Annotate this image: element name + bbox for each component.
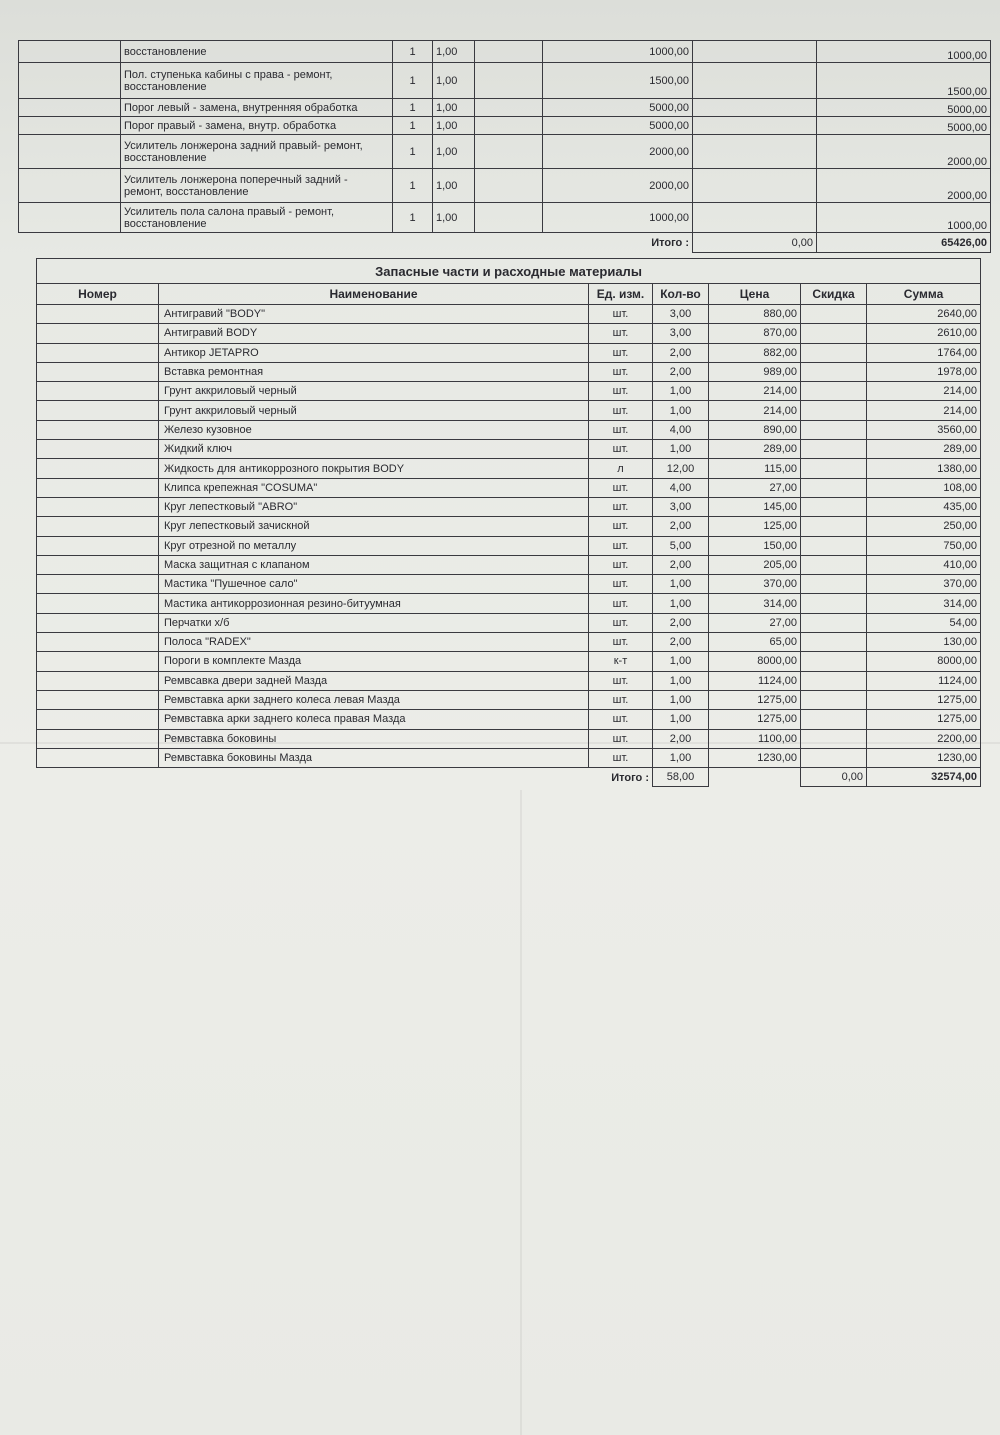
- price-cell: 5000,00: [543, 99, 693, 117]
- price-cell: 8000,00: [709, 652, 801, 671]
- discount-cell: [801, 555, 867, 574]
- part-number-cell: [37, 613, 159, 632]
- price-cell: 5000,00: [543, 117, 693, 135]
- labor-total-discount: 0,00: [693, 233, 817, 253]
- part-number-cell: [37, 324, 159, 343]
- discount-cell: [693, 41, 817, 63]
- work-name-cell: восстановление: [121, 41, 393, 63]
- sum-cell: 1978,00: [867, 362, 981, 381]
- sum-cell: 370,00: [867, 575, 981, 594]
- discount-cell: [801, 652, 867, 671]
- work-name-cell: Порог левый - замена, внутренняя обработка: [121, 99, 393, 117]
- discount-cell: [693, 99, 817, 117]
- part-number-cell: [37, 343, 159, 362]
- table-row: [19, 99, 991, 117]
- price-cell: 1500,00: [543, 63, 693, 99]
- part-number-cell: [37, 420, 159, 439]
- sum-cell: 1764,00: [867, 343, 981, 362]
- qty-cell: 1,00: [653, 710, 709, 729]
- price-cell: 890,00: [709, 420, 801, 439]
- discount-cell: [801, 690, 867, 709]
- table-row: [37, 710, 981, 729]
- part-name-cell: Антигравий BODY: [159, 324, 589, 343]
- table-row: [19, 169, 991, 203]
- price-cell: 150,00: [709, 536, 801, 555]
- header-num: Номер: [37, 284, 159, 305]
- qty-cell: 1,00: [653, 652, 709, 671]
- price-cell: 205,00: [709, 555, 801, 574]
- unit-cell: шт.: [589, 555, 653, 574]
- qty-cell: 1,00: [653, 401, 709, 420]
- empty-cell: [475, 99, 543, 117]
- table-row: [37, 440, 981, 459]
- work-name-cell: Усилитель лонжерона поперечный задний - ремонт, восстановление: [121, 169, 393, 203]
- unit-cell: шт.: [589, 690, 653, 709]
- price-cell: 882,00: [709, 343, 801, 362]
- price-cell: 1000,00: [543, 41, 693, 63]
- part-name-cell: Ремвсавка двери задней Мазда: [159, 671, 589, 690]
- unit-cell: шт.: [589, 478, 653, 497]
- price-cell: 2000,00: [543, 169, 693, 203]
- unit-cell: шт.: [589, 710, 653, 729]
- part-name-cell: Клипса крепежная "COSUMA": [159, 478, 589, 497]
- unit-cell: шт.: [589, 324, 653, 343]
- part-name-cell: Мастика антикоррозионная резино-битуумная: [159, 594, 589, 613]
- table-row: [37, 690, 981, 709]
- table-row: [37, 401, 981, 420]
- labor-total-row: [19, 233, 991, 253]
- coef-cell: 1,00: [433, 135, 475, 169]
- number-cell: [19, 169, 121, 203]
- qty-cell: 5,00: [653, 536, 709, 555]
- sum-cell: 435,00: [867, 497, 981, 516]
- unit-cell: шт.: [589, 343, 653, 362]
- sum-cell: 8000,00: [867, 652, 981, 671]
- unit-cell: к-т: [589, 652, 653, 671]
- unit-cell: шт.: [589, 536, 653, 555]
- price-cell: 870,00: [709, 324, 801, 343]
- price-cell: 314,00: [709, 594, 801, 613]
- part-name-cell: Перчатки х/б: [159, 613, 589, 632]
- unit-cell: шт.: [589, 440, 653, 459]
- coef-cell: 1,00: [433, 169, 475, 203]
- unit-cell: шт.: [589, 575, 653, 594]
- part-name-cell: Круг лепестковый зачискной: [159, 517, 589, 536]
- part-number-cell: [37, 633, 159, 652]
- discount-cell: [801, 343, 867, 362]
- sum-cell: 1230,00: [867, 748, 981, 767]
- qty-cell: 1,00: [653, 671, 709, 690]
- parts-caption-row: [37, 259, 981, 284]
- discount-cell: [801, 613, 867, 632]
- part-name-cell: Антикор JETAPRO: [159, 343, 589, 362]
- price-cell: 370,00: [709, 575, 801, 594]
- qty-cell: 2,00: [653, 633, 709, 652]
- part-number-cell: [37, 440, 159, 459]
- qty-cell: 1,00: [653, 594, 709, 613]
- qty-cell: 1: [393, 135, 433, 169]
- table-row: [37, 652, 981, 671]
- price-cell: 214,00: [709, 382, 801, 401]
- coef-cell: 1,00: [433, 99, 475, 117]
- part-name-cell: Круг отрезной по металлу: [159, 536, 589, 555]
- number-cell: [19, 41, 121, 63]
- parts-total-label: Итого :: [611, 771, 649, 784]
- paper-fold-vertical: [520, 790, 522, 1435]
- discount-cell: [801, 420, 867, 439]
- coef-cell: 1,00: [433, 63, 475, 99]
- number-cell: [19, 117, 121, 135]
- empty-cell: [475, 63, 543, 99]
- qty-cell: 1,00: [653, 575, 709, 594]
- qty-cell: 3,00: [653, 324, 709, 343]
- empty-cell: [475, 41, 543, 63]
- part-number-cell: [37, 459, 159, 478]
- unit-cell: шт.: [589, 305, 653, 324]
- price-cell: 1124,00: [709, 671, 801, 690]
- empty-cell: [475, 169, 543, 203]
- qty-cell: 2,00: [653, 343, 709, 362]
- price-cell: 65,00: [709, 633, 801, 652]
- number-cell: [19, 99, 121, 117]
- coef-cell: 1,00: [433, 117, 475, 135]
- part-name-cell: Грунт аккриловый черный: [159, 401, 589, 420]
- part-name-cell: Ремвставка боковины: [159, 729, 589, 748]
- discount-cell: [801, 305, 867, 324]
- sum-cell: 1000,00: [817, 41, 991, 63]
- unit-cell: шт.: [589, 497, 653, 516]
- header-unit: Ед. изм.: [589, 284, 653, 305]
- labor-table: [18, 40, 991, 253]
- part-number-cell: [37, 382, 159, 401]
- qty-cell: 2,00: [653, 362, 709, 381]
- header-name: Наименование: [159, 284, 589, 305]
- table-row: [37, 671, 981, 690]
- table-row: [37, 613, 981, 632]
- price-cell: 1275,00: [709, 690, 801, 709]
- labor-table-body: [19, 41, 991, 233]
- parts-caption: Запасные части и расходные материалы: [37, 259, 981, 284]
- part-number-cell: [37, 594, 159, 613]
- coef-cell: 1,00: [433, 41, 475, 63]
- part-number-cell: [37, 671, 159, 690]
- sum-cell: 314,00: [867, 594, 981, 613]
- qty-cell: 2,00: [653, 555, 709, 574]
- work-name-cell: Усилитель лонжерона задний правый- ремонт, восстановление: [121, 135, 393, 169]
- table-row: [37, 420, 981, 439]
- price-cell: 27,00: [709, 478, 801, 497]
- table-row: [37, 748, 981, 767]
- discount-cell: [801, 362, 867, 381]
- part-number-cell: [37, 517, 159, 536]
- empty-cell: [475, 203, 543, 233]
- number-cell: [19, 63, 121, 99]
- table-row: [37, 555, 981, 574]
- parts-total-sum: 32574,00: [867, 768, 981, 787]
- part-name-cell: Вставка ремонтная: [159, 362, 589, 381]
- unit-cell: шт.: [589, 748, 653, 767]
- discount-cell: [801, 497, 867, 516]
- table-row: [37, 478, 981, 497]
- part-name-cell: Антигравий "BODY": [159, 305, 589, 324]
- discount-cell: [693, 169, 817, 203]
- unit-cell: шт.: [589, 362, 653, 381]
- discount-cell: [801, 459, 867, 478]
- empty-cell: [475, 117, 543, 135]
- qty-cell: 1,00: [653, 440, 709, 459]
- qty-cell: 1: [393, 41, 433, 63]
- part-name-cell: Жидкий ключ: [159, 440, 589, 459]
- part-name-cell: Ремвставка арки заднего колеса левая Мазда: [159, 690, 589, 709]
- header-discount: Скидка: [801, 284, 867, 305]
- number-cell: [19, 203, 121, 233]
- price-cell: 2000,00: [543, 135, 693, 169]
- discount-cell: [801, 729, 867, 748]
- discount-cell: [801, 671, 867, 690]
- discount-cell: [693, 203, 817, 233]
- parts-table: [36, 258, 981, 787]
- part-number-cell: [37, 748, 159, 767]
- discount-cell: [801, 748, 867, 767]
- unit-cell: л: [589, 459, 653, 478]
- sum-cell: 410,00: [867, 555, 981, 574]
- price-cell: 115,00: [709, 459, 801, 478]
- qty-cell: 2,00: [653, 613, 709, 632]
- table-row: [19, 117, 991, 135]
- work-name-cell: Усилитель пола салона правый - ремонт, восстановление: [121, 203, 393, 233]
- parts-table-body: [37, 305, 981, 768]
- part-number-cell: [37, 362, 159, 381]
- header-sum: Сумма: [867, 284, 981, 305]
- sum-cell: 1500,00: [817, 63, 991, 99]
- unit-cell: шт.: [589, 517, 653, 536]
- unit-cell: шт.: [589, 729, 653, 748]
- work-name-cell: Пол. ступенька кабины с права - ремонт, восстановление: [121, 63, 393, 99]
- table-row: [37, 536, 981, 555]
- table-row: [19, 135, 991, 169]
- price-cell: 989,00: [709, 362, 801, 381]
- price-cell: 145,00: [709, 497, 801, 516]
- part-name-cell: Круг лепестковый "ABRO": [159, 497, 589, 516]
- part-name-cell: Полоса "RADEX": [159, 633, 589, 652]
- unit-cell: шт.: [589, 671, 653, 690]
- discount-cell: [801, 575, 867, 594]
- sum-cell: 5000,00: [817, 117, 991, 135]
- discount-cell: [801, 401, 867, 420]
- qty-cell: 2,00: [653, 729, 709, 748]
- sum-cell: 2000,00: [817, 169, 991, 203]
- sum-cell: 214,00: [867, 401, 981, 420]
- qty-cell: 1: [393, 117, 433, 135]
- unit-cell: шт.: [589, 382, 653, 401]
- sum-cell: 130,00: [867, 633, 981, 652]
- table-row: [37, 324, 981, 343]
- table-row: [37, 459, 981, 478]
- part-name-cell: Пороги в комплекте Мазда: [159, 652, 589, 671]
- table-row: [37, 517, 981, 536]
- part-number-cell: [37, 710, 159, 729]
- qty-cell: 1: [393, 99, 433, 117]
- table-row: [37, 594, 981, 613]
- discount-cell: [801, 536, 867, 555]
- parts-total-row: [37, 768, 981, 787]
- part-number-cell: [37, 729, 159, 748]
- unit-cell: шт.: [589, 633, 653, 652]
- unit-cell: шт.: [589, 613, 653, 632]
- price-cell: 214,00: [709, 401, 801, 420]
- discount-cell: [801, 633, 867, 652]
- discount-cell: [801, 382, 867, 401]
- discount-cell: [801, 478, 867, 497]
- labor-total-label: Итого :: [651, 236, 689, 249]
- table-row: [37, 729, 981, 748]
- table-row: [37, 382, 981, 401]
- price-cell: 27,00: [709, 613, 801, 632]
- discount-cell: [693, 63, 817, 99]
- discount-cell: [801, 594, 867, 613]
- qty-cell: 12,00: [653, 459, 709, 478]
- price-cell: 125,00: [709, 517, 801, 536]
- part-name-cell: Грунт аккриловый черный: [159, 382, 589, 401]
- qty-cell: 1,00: [653, 382, 709, 401]
- sum-cell: 250,00: [867, 517, 981, 536]
- sum-cell: 1380,00: [867, 459, 981, 478]
- part-name-cell: Ремвставка арки заднего колеса правая Мазда: [159, 710, 589, 729]
- table-row: [37, 305, 981, 324]
- sum-cell: 2200,00: [867, 729, 981, 748]
- price-cell: 1000,00: [543, 203, 693, 233]
- part-number-cell: [37, 401, 159, 420]
- parts-header-row: [37, 284, 981, 305]
- discount-cell: [801, 710, 867, 729]
- part-name-cell: Жидкость для антикоррозного покрытия BODY: [159, 459, 589, 478]
- discount-cell: [801, 440, 867, 459]
- work-name-cell: Порог правый - замена, внутр. обработка: [121, 117, 393, 135]
- unit-cell: шт.: [589, 420, 653, 439]
- parts-total-qty: 58,00: [653, 768, 709, 787]
- qty-cell: 1: [393, 63, 433, 99]
- labor-total-sum: 65426,00: [817, 233, 991, 253]
- part-name-cell: Мастика "Пушечное сало": [159, 575, 589, 594]
- unit-cell: шт.: [589, 401, 653, 420]
- part-name-cell: Железо кузовное: [159, 420, 589, 439]
- qty-cell: 1: [393, 169, 433, 203]
- sum-cell: 108,00: [867, 478, 981, 497]
- table-row: [37, 497, 981, 516]
- sum-cell: 2000,00: [817, 135, 991, 169]
- table-row: [37, 362, 981, 381]
- empty-cell: [475, 135, 543, 169]
- price-cell: 1230,00: [709, 748, 801, 767]
- part-name-cell: Ремвставка боковины Мазда: [159, 748, 589, 767]
- header-qty: Кол-во: [653, 284, 709, 305]
- sum-cell: 1275,00: [867, 690, 981, 709]
- table-row: [19, 41, 991, 63]
- part-number-cell: [37, 652, 159, 671]
- qty-cell: 2,00: [653, 517, 709, 536]
- qty-cell: 3,00: [653, 497, 709, 516]
- sum-cell: 2640,00: [867, 305, 981, 324]
- price-cell: 289,00: [709, 440, 801, 459]
- header-price: Цена: [709, 284, 801, 305]
- qty-cell: 1,00: [653, 690, 709, 709]
- sum-cell: 289,00: [867, 440, 981, 459]
- price-cell: 1100,00: [709, 729, 801, 748]
- qty-cell: 4,00: [653, 478, 709, 497]
- table-row: [19, 203, 991, 233]
- part-number-cell: [37, 305, 159, 324]
- qty-cell: 3,00: [653, 305, 709, 324]
- sum-cell: 3560,00: [867, 420, 981, 439]
- table-row: [37, 575, 981, 594]
- sum-cell: 5000,00: [817, 99, 991, 117]
- part-number-cell: [37, 690, 159, 709]
- price-cell: 1275,00: [709, 710, 801, 729]
- discount-cell: [801, 517, 867, 536]
- sum-cell: 750,00: [867, 536, 981, 555]
- sum-cell: 2610,00: [867, 324, 981, 343]
- number-cell: [19, 135, 121, 169]
- part-number-cell: [37, 478, 159, 497]
- unit-cell: шт.: [589, 594, 653, 613]
- discount-cell: [693, 135, 817, 169]
- table-row: [37, 343, 981, 362]
- sum-cell: 1275,00: [867, 710, 981, 729]
- discount-cell: [801, 324, 867, 343]
- sum-cell: 214,00: [867, 382, 981, 401]
- parts-total-discount: 0,00: [801, 768, 867, 787]
- part-number-cell: [37, 575, 159, 594]
- part-number-cell: [37, 555, 159, 574]
- qty-cell: 1,00: [653, 748, 709, 767]
- table-row: [37, 633, 981, 652]
- discount-cell: [693, 117, 817, 135]
- sum-cell: 1124,00: [867, 671, 981, 690]
- price-cell: 880,00: [709, 305, 801, 324]
- part-number-cell: [37, 497, 159, 516]
- sum-cell: 1000,00: [817, 203, 991, 233]
- qty-cell: 4,00: [653, 420, 709, 439]
- table-row: [19, 63, 991, 99]
- qty-cell: 1: [393, 203, 433, 233]
- part-name-cell: Маска защитная с клапаном: [159, 555, 589, 574]
- sum-cell: 54,00: [867, 613, 981, 632]
- coef-cell: 1,00: [433, 203, 475, 233]
- part-number-cell: [37, 536, 159, 555]
